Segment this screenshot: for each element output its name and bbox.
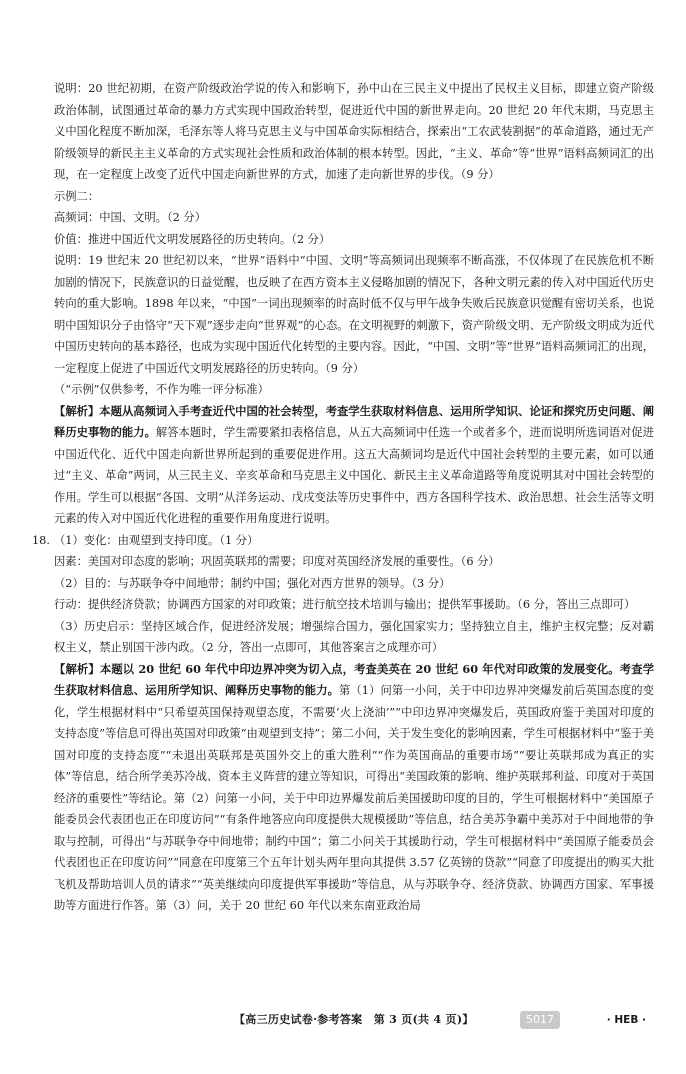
page-footer: [54, 1010, 646, 1030]
q18-part1-change: [32, 530, 654, 552]
q18-part2-purpose: （2）目的：与苏联争夺中间地带；制约中国；强化对西方世界的领导。（3 分）: [54, 576, 451, 590]
example-one-explanation: 说明：20 世纪初期，在资产阶级政治学说的传入和影响下，孙中山在三民主义中提出了民权主义目标，即建立资产阶级政治体制，试图通过革命的暴力方式实现中国政治转型，促进近代中国的新世界走向。20 世纪 20 年代末期，马克思主义中国化程度不断加深，毛泽东等人将马克思主义与中国革命实际相结合，探索出“工农武装割据”的革命道路，通过无产阶级领导的新民主主义革命的方式实现社会性质和政治体制的根本转型。因此，“主义、革命”等“世界”语料高频词汇的出现，在一定程度上改变了近代中国走向新世界的方式，加速了走向新世界的步伐。（9 分）: [54, 82, 654, 181]
footer-tag: · HEB ·: [606, 1014, 646, 1026]
example-two-value: 价值：推进中国近代文明发展路径的历史转向。（2 分）: [54, 232, 331, 246]
footer-code-badge: 5017: [520, 1011, 560, 1029]
analysis-18-body: 第（1）问第一小问，关于中印边界冲突爆发前后英国态度的变化，学生根据材料中“只希望英国保持观望态度，不需要‘火上浇油’”“中印边界冲突爆发后，英国政府鉴于美国对印度的支持态度”等信息可得出英国对印政策“由观望到支持”；第二小问，关于发生变化的影响因素，学生可根据材料中“鉴于美国对印度的支持态度”“未退出英联邦是英国外交上的重大胜利”“作为英国商品的重要市场”“要让英联邦成为真正的实体”等信息，结合所学美苏冷战、资本主义阵营的建立等知识，可得出“美国政策的影响、维护英联邦利益、印度对于英国经济的重要性”等结论。第（2）问第一小问，关于中印边界爆发前后美国援助印度的目的，学生可根据材料中“美国原子能委员会代表团也正在印度访问”“有条件地答应向印度提供大规模援助”等信息，结合美苏争霸中美苏对于中间地带的争取与控制，可得出“与苏联争夺中间地带；制约中国”；第二小问关于其援助行动，学生可根据材料中“美国原子能委员会代表团也正在印度访问”“同意在印度第三个五年计划头两年里向其提供 3.57 亿英镑的贷款”“同意了印度提出的购买大批飞机及帮助培训人员的请求”“英美继续向印度提供军事援助”等信息，从与苏联争夺、经济贷款、协调西方国家、军事援助等方面进行作答。第（3）问，关于 20 世纪 60 年代以来东南亚政治局: [54, 684, 654, 912]
example-two-explanation: 说明：19 世纪末 20 世纪初以来，“世界”语料中“中国、文明”等高频词出现频率不断高涨，不仅体现了在民族危机不断加剧的情况下，民族意识的日益觉醒，也反映了在西方资本主义侵略加剧的情况下，各种文明元素的传入对中国近代历史转向的重大影响。1898 年以来，“中国”一词出现频率的时高时低不仅与甲午战争失败后民族意识觉醒有密切关系，也说明中国知识分子由恪守“天下观”逐步走向“世界观”的心态。在文明视野的刺激下，资产阶级文明、无产阶级文明成为近代中国历史转向的基本路径，也成为实现中国近代化转型的主要内容。因此，“中国、文明”等“世界”语料高频词汇的出现，一定程度上促进了中国近代文明发展路径的历史转向。（9 分）: [54, 254, 654, 375]
q18-part1-change-text: （1）变化：由观望到支持印度。（1 分）: [54, 533, 259, 547]
analysis-17: [54, 401, 654, 530]
example-two-keywords: 高频词：中国、文明。（2 分）: [54, 211, 206, 224]
analysis-18: [54, 659, 654, 917]
question-number: 18.: [32, 533, 50, 547]
example-two-heading: 示例二：: [54, 189, 100, 203]
q18-part1-factors: 因素：美国对印态度的影响；巩固英联邦的需要；印度对英国经济发展的重要性。（6 分）: [54, 555, 500, 568]
analysis-label: 【解析】: [54, 403, 100, 418]
q18-part3-lessons: （3）历史启示：坚持区域合作，促进经济发展；增强综合国力，强化国家实力；坚持独立自主，维护主权完整；反对霸权主义，禁止别国干涉内政。（2 分，答出一点即可，其他答案言之成理亦可）: [54, 619, 654, 654]
footer-title: 【高三历史试卷·参考答案 第 3 页(共 4 页)】: [234, 1013, 474, 1026]
example-note: （“示例”仅供参考，不作为唯一评分标准）: [54, 383, 269, 396]
analysis-18-focus: 本题以 20 世纪 60 年代中印边界冲突为切入点，考查美英在 20 世纪 60 年代对印政策的发展变化。考查学生获取材料信息、运用所学知识、阐释历史事物的能力。: [54, 661, 654, 697]
q18-part2-actions: 行动：提供经济贷款；协调西方国家的对印政策；进行航空技术培训与输出；提供军事援助。（6 分，答出三点即可）: [54, 598, 636, 611]
analysis-17-focus: 本题从高频词入手考查近代中国的社会转型，考查学生获取材料信息、运用所学知识、论证和探究历史问题、阐释历史事物的能力。: [54, 403, 654, 439]
analysis-label: 【解析】: [54, 661, 100, 676]
answer-content: [32, 78, 654, 917]
analysis-17-body: 解答本题时，学生需要紧扣表格信息，从五大高频词中任选一个或者多个，进而说明所选词语对促进中国近代化、近代中国走向新世界所起到的重要促进作用。这五大高频词均是近代中国社会转型的主要元素，如可以通过“主义、革命”两词，从三民主义、辛亥革命和马克思主义中国化、新民主主义革命道路等角度说明其对中国社会转型的作用。学生可以根据“各国、文明”从洋务运动、戊戌变法等历史事件中，西方各国科学技术、政治思想、社会生活等文明元素的传入对中国近代化进程的重要作用角度进行说明。: [54, 426, 654, 525]
